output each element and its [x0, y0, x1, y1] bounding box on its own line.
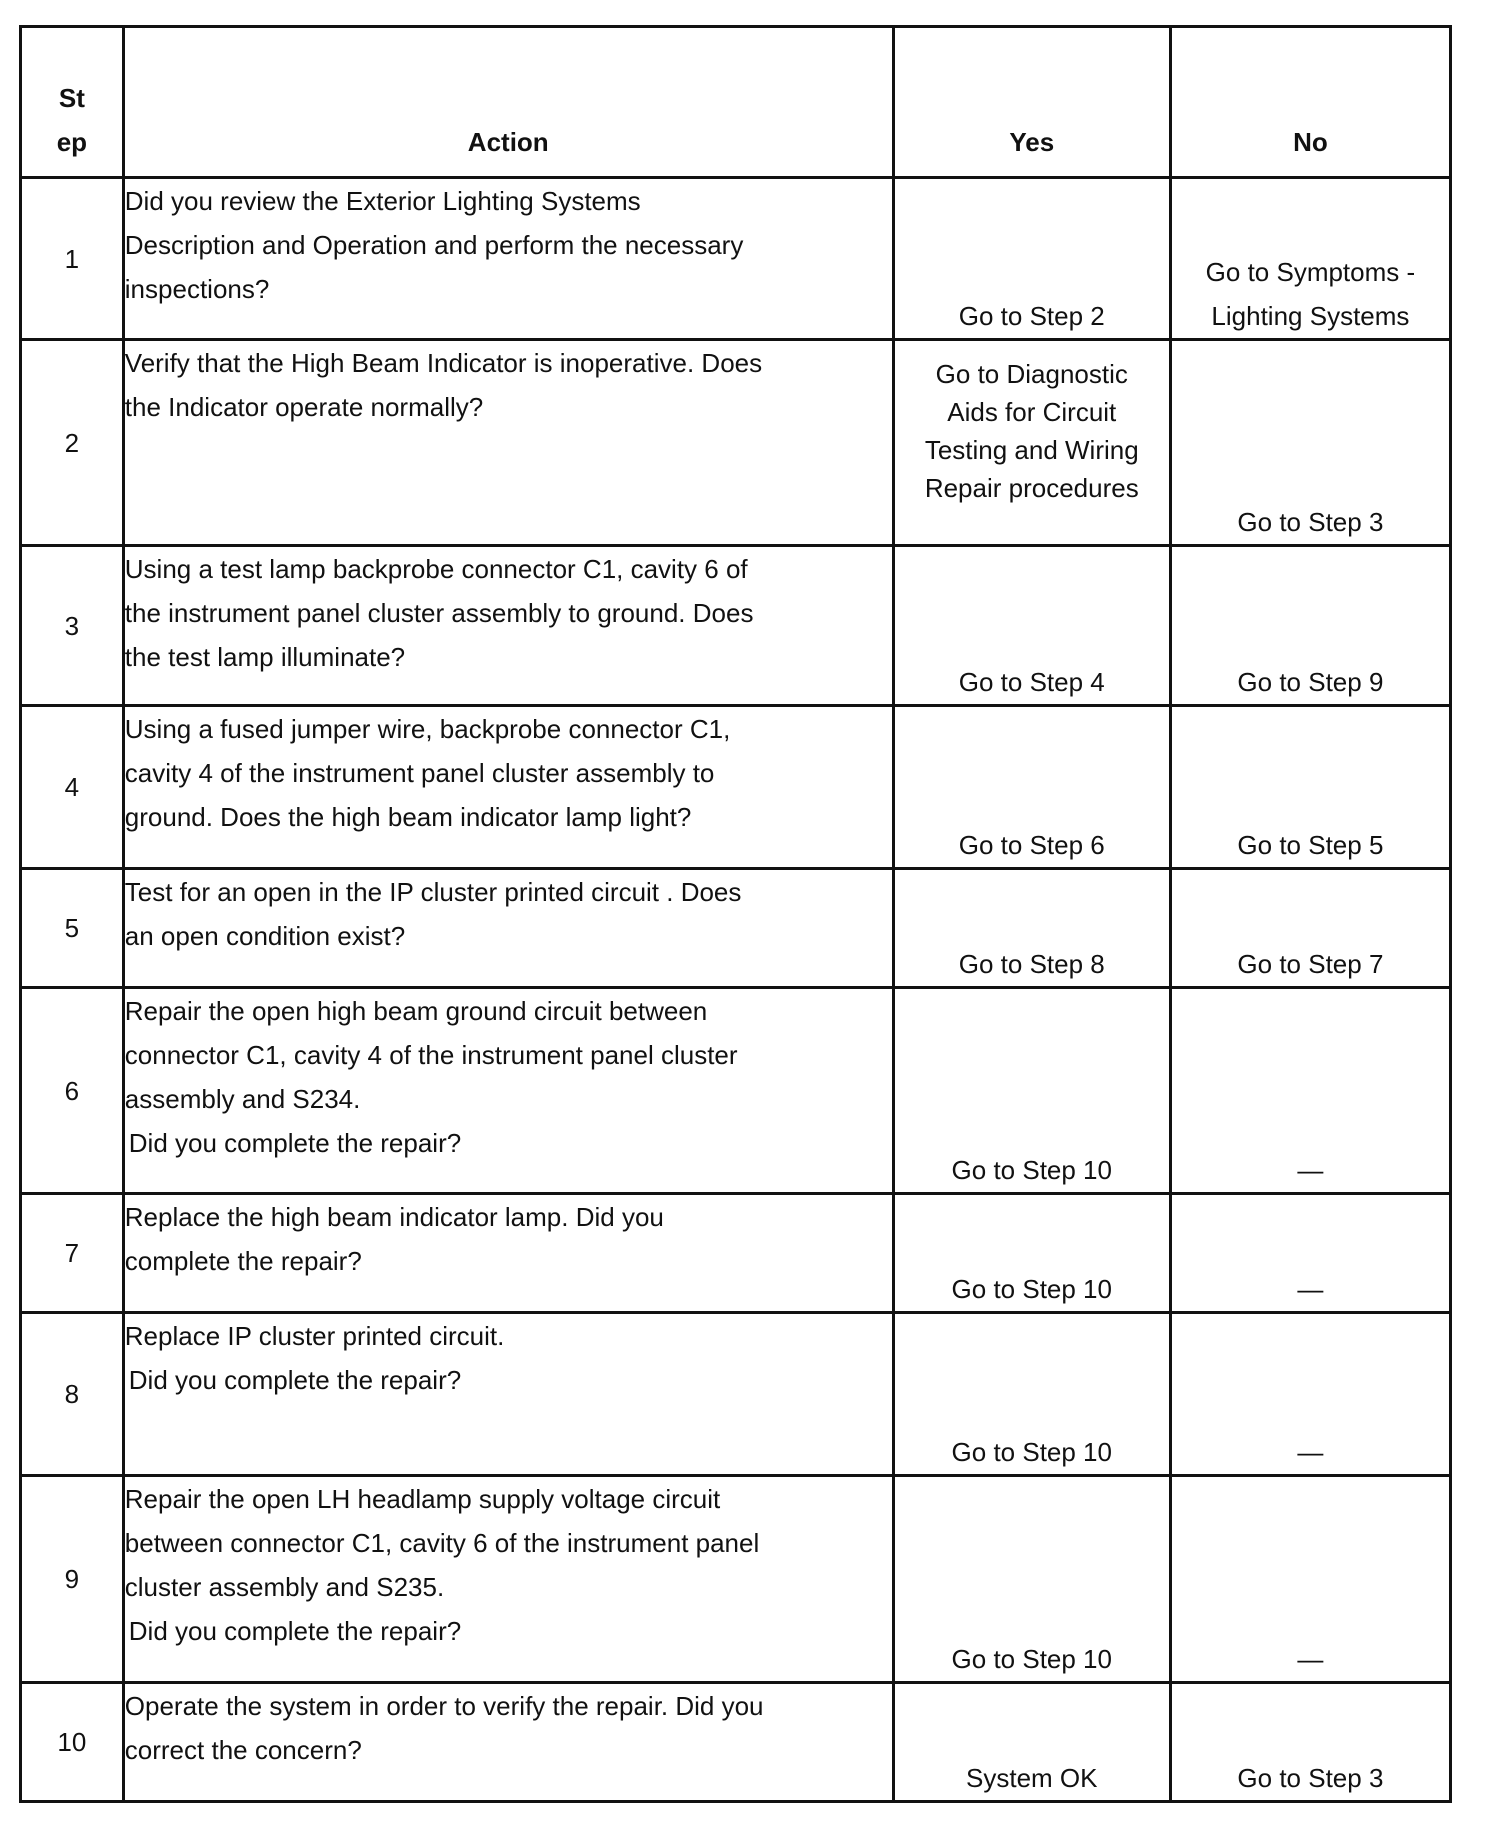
step-number: 8 — [21, 1313, 124, 1476]
header-step-line2: ep — [56, 127, 88, 157]
action-line: Repair the open high beam ground circuit between — [124, 996, 708, 1026]
step-number: 9 — [21, 1476, 124, 1683]
action-cell — [123, 178, 893, 340]
yes-text: Go to Step 2 — [958, 301, 1105, 331]
yes-text: Go to Step 10 — [951, 1437, 1112, 1467]
action-cell — [123, 546, 893, 706]
no-text: — — [1297, 1437, 1324, 1467]
action-line: the Indicator operate normally? — [124, 392, 484, 422]
step-number: 4 — [21, 706, 124, 869]
action-line: Description and Operation and perform the necessary — [124, 230, 744, 260]
no-text: Go to Step 7 — [1237, 949, 1384, 979]
diagnostic-table — [19, 25, 1452, 1803]
action-line: Using a fused jumper wire, backprobe connector C1, — [124, 714, 731, 744]
no-cell — [1170, 178, 1450, 340]
no-cell — [1170, 1683, 1450, 1802]
action-line: complete the repair? — [124, 1246, 362, 1276]
yes-cell — [893, 1313, 1170, 1476]
yes-cell — [893, 706, 1170, 869]
yes-cell — [893, 869, 1170, 988]
action-cell — [123, 706, 893, 869]
action-cell — [123, 1313, 893, 1476]
header-no: No — [1170, 27, 1450, 178]
action-line: Operate the system in order to verify the repair. Did you — [124, 1691, 764, 1721]
table-row — [21, 869, 1451, 988]
yes-text: Go to Step 10 — [951, 1155, 1112, 1185]
yes-text: Repair procedures — [924, 473, 1139, 503]
header-yes: Yes — [893, 27, 1170, 178]
action-line: between connector C1, cavity 6 of the instrument panel — [124, 1528, 760, 1558]
yes-text: Go to Step 8 — [958, 949, 1105, 979]
action-cell — [123, 1194, 893, 1313]
no-cell — [1170, 869, 1450, 988]
action-line: Test for an open in the IP cluster printed circuit . Does — [124, 877, 742, 907]
no-cell — [1170, 706, 1450, 869]
action-line: assembly and S234. — [124, 1084, 361, 1114]
action-line: the test lamp illuminate? — [124, 642, 406, 672]
action-line: Using a test lamp backprobe connector C1, cavity 6 of — [124, 554, 748, 584]
yes-text: Go to Step 6 — [958, 830, 1105, 860]
yes-text: Go to Step 10 — [951, 1274, 1112, 1304]
action-cell — [123, 988, 893, 1194]
no-text: — — [1297, 1644, 1324, 1674]
action-line: correct the concern? — [124, 1735, 362, 1765]
table-row — [21, 178, 1451, 340]
table-row — [21, 340, 1451, 546]
action-line: cavity 4 of the instrument panel cluster assembly to — [124, 758, 715, 788]
no-text: Go to Step 3 — [1237, 1763, 1384, 1793]
step-number: 3 — [21, 546, 124, 706]
table-row — [21, 546, 1451, 706]
table-row — [21, 1313, 1451, 1476]
yes-text: System OK — [966, 1763, 1098, 1793]
yes-cell — [893, 1194, 1170, 1313]
yes-text: Aids for Circuit — [947, 397, 1117, 427]
action-line: connector C1, cavity 4 of the instrument panel cluster — [124, 1040, 738, 1070]
action-line: Did you review the Exterior Lighting Systems — [124, 186, 641, 216]
step-number: 6 — [21, 988, 124, 1194]
no-cell — [1170, 340, 1450, 546]
action-line: Verify that the High Beam Indicator is inoperative. Does — [124, 348, 763, 378]
action-line: Repair the open LH headlamp supply voltage circuit — [124, 1484, 721, 1514]
header-step-line1: St — [58, 83, 85, 113]
no-text: Go to Symptoms - — [1205, 257, 1416, 287]
no-text: Go to Step 5 — [1237, 830, 1384, 860]
yes-cell — [893, 1476, 1170, 1683]
no-cell — [1170, 1194, 1450, 1313]
action-line: Did you complete the repair? — [128, 1616, 462, 1646]
table-row — [21, 988, 1451, 1194]
no-cell — [1170, 988, 1450, 1194]
table-row — [21, 706, 1451, 869]
yes-cell — [893, 340, 1170, 546]
yes-text: Go to Step 4 — [958, 667, 1105, 697]
step-number: 2 — [21, 340, 124, 546]
no-cell — [1170, 1476, 1450, 1683]
action-cell — [123, 1476, 893, 1683]
yes-text: Go to Diagnostic — [935, 359, 1128, 389]
action-line: ground. Does the high beam indicator lamp light? — [124, 802, 692, 832]
header-step — [21, 27, 124, 178]
action-line: Replace IP cluster printed circuit. — [124, 1321, 505, 1351]
header-action: Action — [123, 27, 893, 178]
table-row — [21, 1476, 1451, 1683]
no-cell — [1170, 1313, 1450, 1476]
action-line: inspections? — [124, 274, 270, 304]
action-cell — [123, 340, 893, 546]
no-text: Go to Step 9 — [1237, 667, 1384, 697]
yes-cell — [893, 988, 1170, 1194]
yes-text: Go to Step 10 — [951, 1644, 1112, 1674]
action-line: cluster assembly and S235. — [124, 1572, 445, 1602]
action-line: an open condition exist? — [124, 921, 406, 951]
action-line: Did you complete the repair? — [128, 1128, 462, 1158]
header-row — [21, 27, 1451, 178]
action-cell — [123, 1683, 893, 1802]
table-row — [21, 1194, 1451, 1313]
yes-text: Testing and Wiring — [924, 435, 1139, 465]
yes-cell — [893, 546, 1170, 706]
no-text: — — [1297, 1274, 1324, 1304]
action-cell — [123, 869, 893, 988]
no-cell — [1170, 546, 1450, 706]
step-number: 10 — [21, 1683, 124, 1802]
no-text: Go to Step 3 — [1237, 507, 1384, 537]
action-line: Replace the high beam indicator lamp. Did you — [124, 1202, 664, 1232]
yes-cell — [893, 1683, 1170, 1802]
table-row — [21, 1683, 1451, 1802]
action-line: the instrument panel cluster assembly to ground. Does — [124, 598, 754, 628]
step-number: 5 — [21, 869, 124, 988]
no-text: Lighting Systems — [1211, 301, 1410, 331]
step-number: 7 — [21, 1194, 124, 1313]
action-line: Did you complete the repair? — [128, 1365, 462, 1395]
step-number: 1 — [21, 178, 124, 340]
yes-cell — [893, 178, 1170, 340]
no-text: — — [1297, 1155, 1324, 1185]
